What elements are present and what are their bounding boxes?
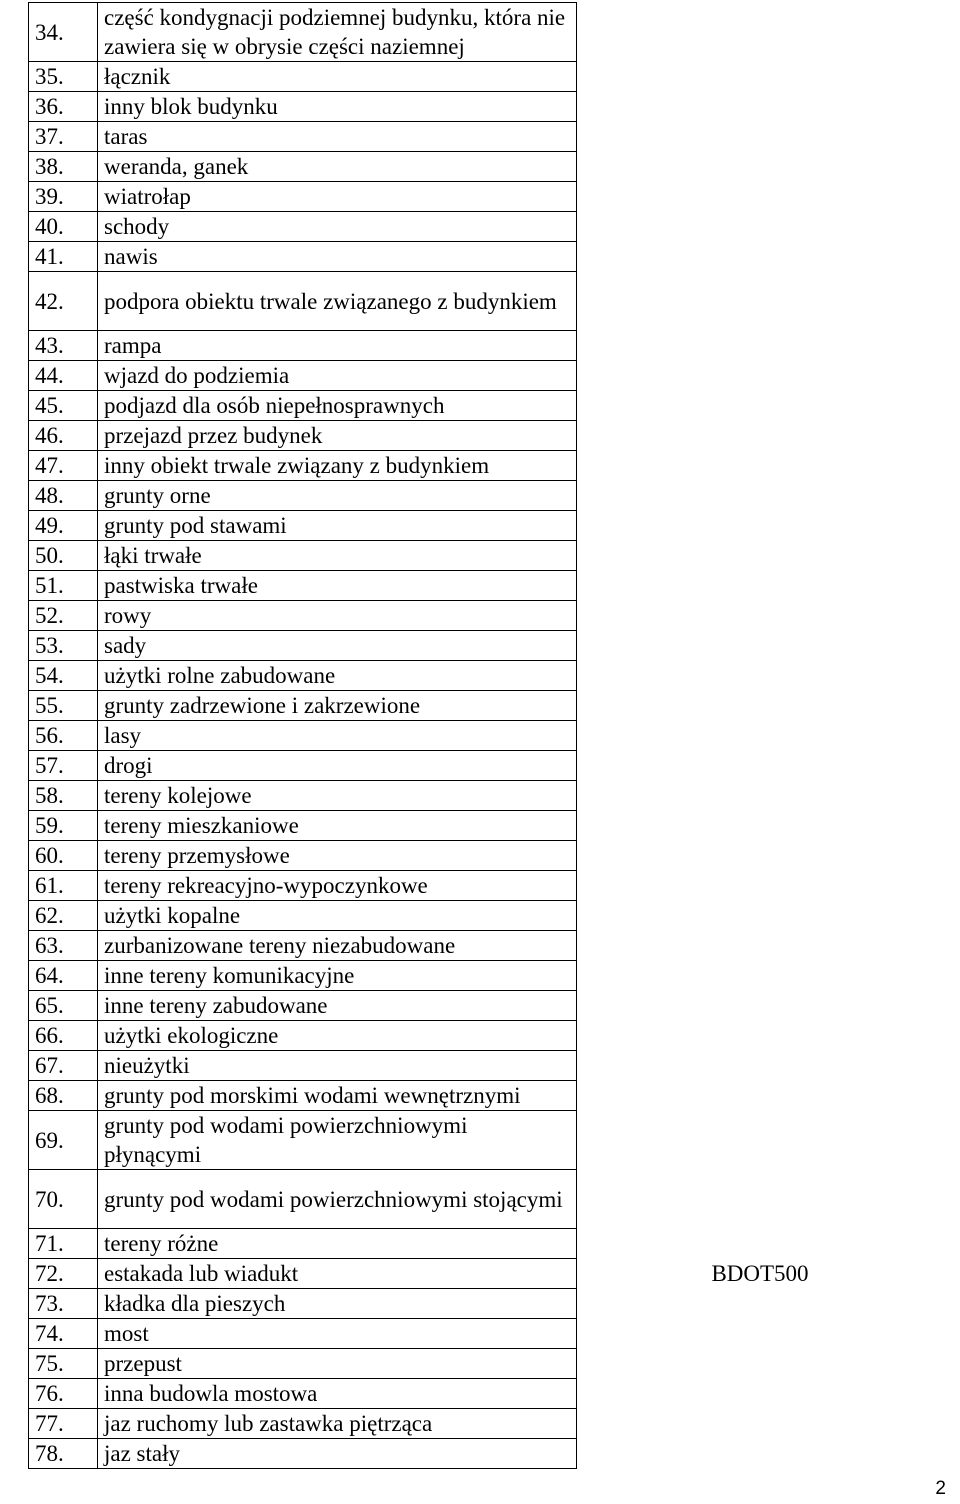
table-row [29, 451, 944, 481]
row-text: grunty orne [98, 481, 577, 511]
table-row [29, 1319, 944, 1349]
row-text: grunty pod wodami powierzchniowymi płynącymi [98, 1111, 577, 1170]
row-number: 70. [29, 1170, 98, 1229]
table-row [29, 242, 944, 272]
table-row [29, 1021, 944, 1051]
table-row [29, 421, 944, 451]
table-row [29, 781, 944, 811]
table-row [29, 901, 944, 931]
row-number: 74. [29, 1319, 98, 1349]
row-number: 71. [29, 1229, 98, 1259]
table-row [29, 1081, 944, 1111]
row-text: rowy [98, 601, 577, 631]
table-row [29, 1409, 944, 1439]
row-text: most [98, 1319, 577, 1349]
row-number: 43. [29, 331, 98, 361]
row-number: 42. [29, 272, 98, 331]
table-row [29, 62, 944, 92]
row-number: 58. [29, 781, 98, 811]
table-row [29, 331, 944, 361]
row-number: 65. [29, 991, 98, 1021]
row-number: 68. [29, 1081, 98, 1111]
row-text: pastwiska trwałe [98, 571, 577, 601]
table-row [29, 931, 944, 961]
row-text: wjazd do podziemia [98, 361, 577, 391]
row-number: 57. [29, 751, 98, 781]
row-number: 47. [29, 451, 98, 481]
row-text: zurbanizowane tereny niezabudowane [98, 931, 577, 961]
row-text: część kondygnacji podziemnej budynku, która nie zawiera się w obrysie części naziemnej [98, 3, 577, 62]
row-number: 37. [29, 122, 98, 152]
row-number: 66. [29, 1021, 98, 1051]
bdot500-label: BDOT500 [711, 1261, 809, 1286]
table-row [29, 1289, 944, 1319]
row-number: 41. [29, 242, 98, 272]
table-row [29, 272, 944, 331]
row-text: weranda, ganek [98, 152, 577, 182]
row-number: 67. [29, 1051, 98, 1081]
table-row [29, 212, 944, 242]
row-number: 56. [29, 721, 98, 751]
row-number: 44. [29, 361, 98, 391]
row-number: 49. [29, 511, 98, 541]
table-row [29, 1379, 944, 1409]
row-text: łąki trwałe [98, 541, 577, 571]
row-number: 73. [29, 1289, 98, 1319]
row-text: użytki rolne zabudowane [98, 661, 577, 691]
table-row [29, 841, 944, 871]
row-text: tereny przemysłowe [98, 841, 577, 871]
row-number: 40. [29, 212, 98, 242]
table-row [29, 631, 944, 661]
row-number: 35. [29, 62, 98, 92]
row-number: 39. [29, 182, 98, 212]
row-number: 76. [29, 1379, 98, 1409]
row-text: grunty zadrzewione i zakrzewione [98, 691, 577, 721]
row-text: nawis [98, 242, 577, 272]
row-number: 77. [29, 1409, 98, 1439]
row-number: 48. [29, 481, 98, 511]
row-text: inne tereny zabudowane [98, 991, 577, 1021]
row-number: 63. [29, 931, 98, 961]
row-number: 38. [29, 152, 98, 182]
row-text: podpora obiektu trwale związanego z budynkiem [98, 272, 577, 331]
row-text: tereny różne [98, 1229, 577, 1259]
table-row [29, 1111, 944, 1170]
page-number: 2 [935, 1478, 946, 1499]
table-row [29, 511, 944, 541]
table-row [29, 1051, 944, 1081]
table-row [29, 1439, 944, 1469]
row-number: 64. [29, 961, 98, 991]
row-text: wiatrołap [98, 182, 577, 212]
row-number: 36. [29, 92, 98, 122]
row-text: użytki kopalne [98, 901, 577, 931]
row-number: 52. [29, 601, 98, 631]
table-row [29, 571, 944, 601]
table-row [29, 871, 944, 901]
table-row [29, 1170, 944, 1229]
row-number: 62. [29, 901, 98, 931]
table-row [29, 991, 944, 1021]
table-row [29, 691, 944, 721]
row-text: sady [98, 631, 577, 661]
table-row [29, 481, 944, 511]
row-number: 55. [29, 691, 98, 721]
table-row [29, 122, 944, 152]
row-number: 50. [29, 541, 98, 571]
row-text: grunty pod wodami powierzchniowymi stojącymi [98, 1170, 577, 1229]
table-row [29, 3, 944, 62]
row-text: schody [98, 212, 577, 242]
row-text: taras [98, 122, 577, 152]
row-number: 54. [29, 661, 98, 691]
table-row [29, 92, 944, 122]
row-number: 61. [29, 871, 98, 901]
row-text: grunty pod morskimi wodami wewnętrznymi [98, 1081, 577, 1111]
table-row [29, 961, 944, 991]
row-number: 69. [29, 1111, 98, 1170]
table-row [29, 1229, 944, 1259]
row-text: tereny kolejowe [98, 781, 577, 811]
row-number: 46. [29, 421, 98, 451]
row-number: 59. [29, 811, 98, 841]
row-number: 60. [29, 841, 98, 871]
table-row [29, 661, 944, 691]
row-text: tereny rekreacyjno-wypoczynkowe [98, 871, 577, 901]
table-row [29, 721, 944, 751]
table-row [29, 811, 944, 841]
row-text: grunty pod stawami [98, 511, 577, 541]
row-text: jaz ruchomy lub zastawka piętrząca [98, 1409, 577, 1439]
row-text: inna budowla mostowa [98, 1379, 577, 1409]
row-number: 45. [29, 391, 98, 421]
table-row [29, 601, 944, 631]
row-text: użytki ekologiczne [98, 1021, 577, 1051]
table-row [29, 1259, 944, 1289]
row-text: rampa [98, 331, 577, 361]
row-text: estakada lub wiadukt [98, 1259, 577, 1289]
row-text: przepust [98, 1349, 577, 1379]
row-text: jaz stały [98, 1439, 577, 1469]
table-row [29, 1349, 944, 1379]
table-row [29, 361, 944, 391]
row-text: inny obiekt trwale związany z budynkiem [98, 451, 577, 481]
row-text: przejazd przez budynek [98, 421, 577, 451]
row-text: tereny mieszkaniowe [98, 811, 577, 841]
table-row [29, 751, 944, 781]
object-list-table [28, 2, 944, 1469]
row-text: łącznik [98, 62, 577, 92]
row-number: 53. [29, 631, 98, 661]
table-row [29, 541, 944, 571]
table-row [29, 182, 944, 212]
row-text: lasy [98, 721, 577, 751]
table-row [29, 152, 944, 182]
row-text: podjazd dla osób niepełnosprawnych [98, 391, 577, 421]
row-text: kładka dla pieszych [98, 1289, 577, 1319]
row-text: inne tereny komunikacyjne [98, 961, 577, 991]
row-number: 75. [29, 1349, 98, 1379]
row-text: inny blok budynku [98, 92, 577, 122]
row-number: 51. [29, 571, 98, 601]
row-number: 72. [29, 1259, 98, 1289]
row-text: drogi [98, 751, 577, 781]
table-row [29, 391, 944, 421]
row-number: 78. [29, 1439, 98, 1469]
row-number: 34. [29, 3, 98, 62]
row-text: nieużytki [98, 1051, 577, 1081]
